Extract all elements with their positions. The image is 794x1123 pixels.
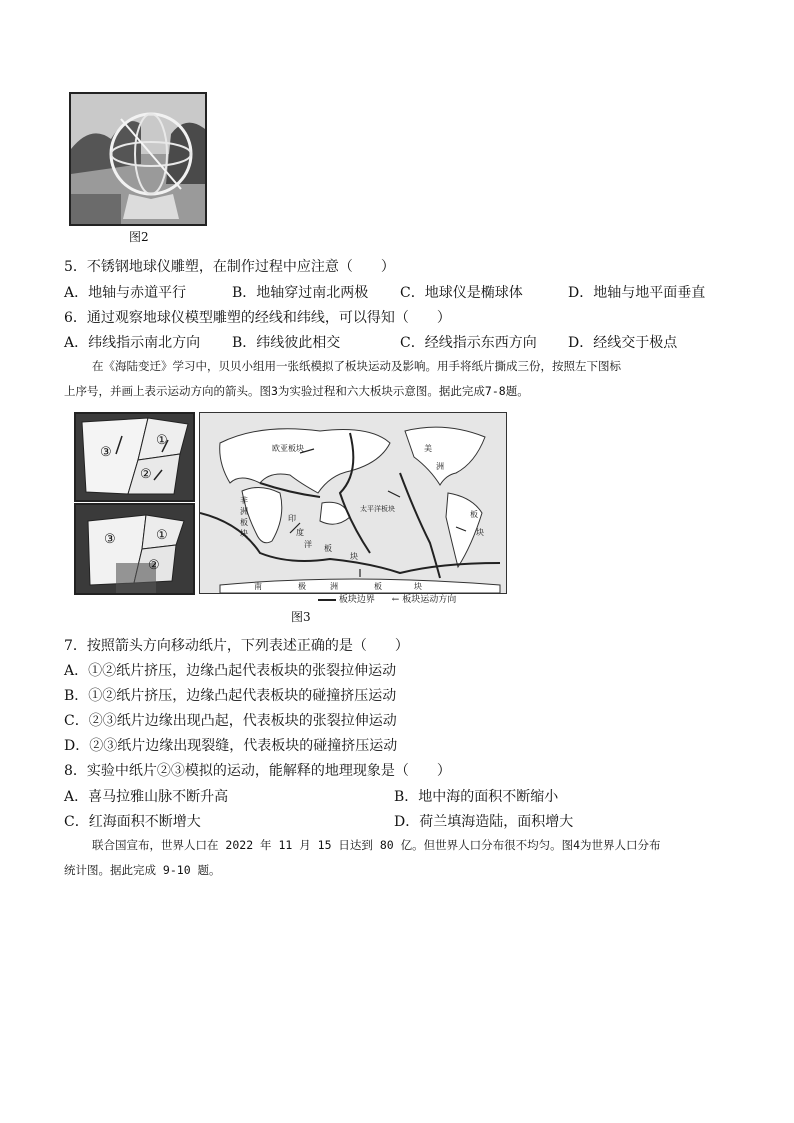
figure-2-photo — [69, 92, 207, 226]
question-8-option-a: A．喜马拉雅山脉不断升高 — [64, 789, 229, 805]
legend-direction-label: 板块运动方向 — [402, 595, 457, 605]
label-african-plate-2: 洲 — [240, 507, 248, 516]
question-7-option-c: C．②③纸片边缘出现凸起，代表板块的张裂拉伸运动 — [64, 713, 397, 729]
question-7-stem: 7．按照箭头方向移动纸片，下列表述正确的是（ ） — [64, 638, 409, 654]
globe-sculpture-image — [71, 94, 205, 224]
passage-9-10-line-2: 统计图。据此完成 9-10 题。 — [64, 863, 221, 877]
paper-label-3-bottom: ③ — [104, 532, 116, 547]
question-8-stem: 8．实验中纸片②③模拟的运动，能解释的地理现象是（ ） — [64, 763, 451, 779]
question-6-option-d: D．经线交于极点 — [568, 335, 678, 351]
figure-3-paper-photo-top — [74, 412, 195, 502]
paper-label-1-top: ① — [156, 433, 168, 448]
question-8-option-c: C．红海面积不断增大 — [64, 814, 201, 830]
question-7-option-a: A．①②纸片挤压，边缘凸起代表板块的张裂拉伸运动 — [64, 663, 397, 679]
figure-3-caption: 图3 — [291, 610, 311, 624]
question-6-option-a: A．纬线指示南北方向 — [64, 335, 201, 351]
figure-2-caption: 图2 — [129, 230, 149, 244]
passage-7-8-line-2: 上序号，并画上表示运动方向的箭头。图3为实验过程和六大板块示意图。据此完成7-8题。 — [64, 384, 529, 398]
question-6-option-c: C．经线指示东西方向 — [400, 335, 537, 351]
question-6-option-b: B．纬线彼此相交 — [232, 335, 341, 351]
figure-3-paper-photo-bottom — [74, 503, 195, 595]
label-antarctic-2: 极 — [298, 582, 306, 591]
label-indian-3: 洋 — [304, 540, 312, 549]
arrow-left-icon: ← — [391, 595, 400, 605]
question-7-option-d: D．②③纸片边缘出现裂缝，代表板块的碰撞挤压运动 — [64, 738, 398, 754]
label-indian-2: 度 — [296, 528, 304, 537]
label-indian-5: 块 — [350, 552, 358, 561]
paper-label-2-top: ② — [140, 467, 152, 482]
label-pacific-plate: 太平洋板块 — [360, 505, 395, 513]
label-antarctic-4: 板 — [374, 582, 382, 591]
legend-boundary-line — [318, 599, 336, 601]
label-american-plate-1: 板 — [470, 510, 478, 519]
label-african-plate-4: 块 — [240, 529, 248, 538]
legend-boundary-label: 板块边界 — [338, 595, 375, 605]
paper-label-3-top: ③ — [100, 445, 112, 460]
question-5-option-d: D．地轴与地平面垂直 — [568, 285, 706, 301]
question-7-option-b: B．①②纸片挤压，边缘凸起代表板块的碰撞挤压运动 — [64, 688, 397, 704]
label-antarctic-1: 南 — [254, 582, 262, 591]
paper-label-1-bottom: ① — [156, 528, 168, 543]
label-eurasian-plate: 欧亚板块 — [272, 444, 304, 453]
label-american-plate-2: 块 — [476, 528, 484, 537]
question-5-option-a: A．地轴与赤道平行 — [64, 285, 187, 301]
question-5-option-c: C．地球仪是椭球体 — [400, 285, 523, 301]
label-antarctic-3: 洲 — [330, 582, 338, 591]
passage-7-8-line-1: 在《海陆变迁》学习中，贝贝小组用一张纸模拟了板块运动及影响。用手将纸片撕成三份，按照左下图标 — [92, 359, 621, 373]
label-indian-4: 板 — [324, 544, 332, 553]
label-antarctic-5: 块 — [414, 582, 422, 591]
label-indian-1: 印 — [288, 514, 296, 523]
label-african-plate-3: 板 — [240, 518, 248, 527]
label-african-plate-1: 非 — [240, 496, 248, 505]
passage-9-10-line-1: 联合国宣布，世界人口在 2022 年 11 月 15 日达到 80 亿。但世界人口分布很不均匀。图4为世界人口分布 — [92, 838, 661, 852]
label-american-2: 洲 — [436, 462, 444, 471]
question-5-option-b: B．地轴穿过南北两极 — [232, 285, 369, 301]
question-6-stem: 6．通过观察地球仪模型雕塑的经线和纬线，可以得知（ ） — [64, 310, 451, 326]
question-8-option-b: B．地中海的面积不断缩小 — [394, 789, 559, 805]
question-8-option-d: D．荷兰填海造陆，面积增大 — [394, 814, 574, 830]
paper-label-2-bottom: ② — [148, 558, 160, 573]
label-american-1: 美 — [424, 444, 432, 453]
figure-3-plate-map — [199, 412, 507, 594]
question-5-stem: 5．不锈钢地球仪雕塑，在制作过程中应注意（ ） — [64, 259, 395, 275]
figure-3-legend — [318, 592, 518, 606]
